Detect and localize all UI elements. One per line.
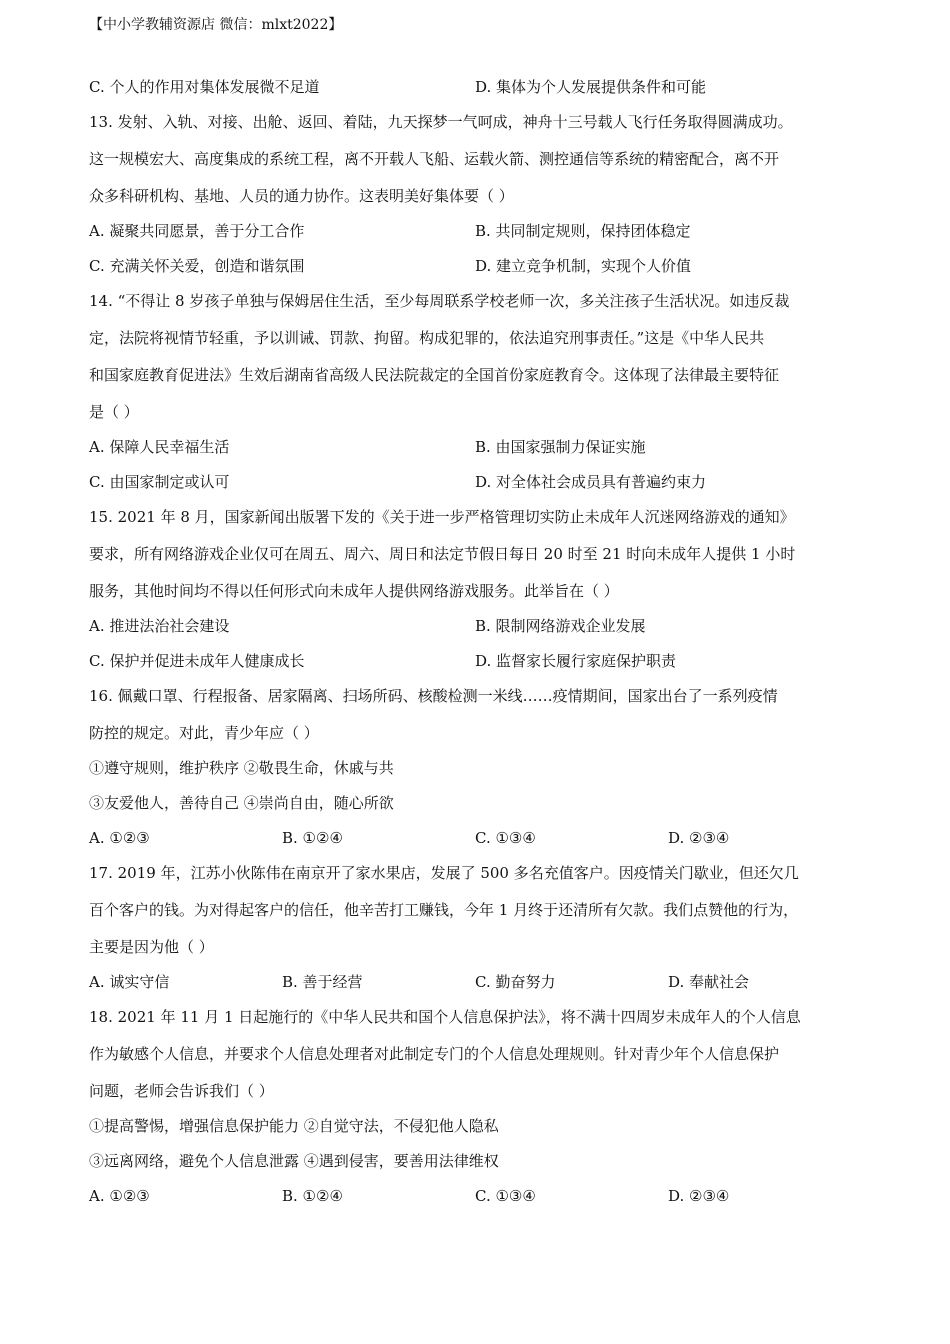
page-header: 【中小学教辅资源店 微信：mlxt2022】 — [89, 17, 343, 33]
q17-stem-line-1: 17. 2019 年，江苏小伙陈伟在南京开了家水果店，发展了 500 多名充值客户。因疫情关门歇业，但还欠几 — [89, 864, 799, 882]
q16-option-b: B. ①②④ — [282, 829, 343, 847]
q13-stem-line-3: 众多科研机构、基地、人员的通力协作。这表明美好集体要（ ） — [89, 187, 514, 205]
q14-option-c: C. 由国家制定或认可 — [89, 473, 230, 491]
q17-stem-line-2: 百个客户的钱。为对得起客户的信任，他辛苦打工赚钱，今年 1 月终于还清所有欠款。我们点赞他的行为， — [89, 901, 799, 919]
q16-stem-line-2: 防控的规定。对此，青少年应（ ） — [89, 724, 319, 742]
q14-option-a: A. 保障人民幸福生活 — [89, 438, 230, 456]
q16-option-a: A. ①②③ — [89, 829, 150, 847]
q14-stem-line-3: 和国家庭教育促进法》生效后湖南省高级人民法院裁定的全国首份家庭教育令。这体现了法律最主要特征 — [89, 366, 780, 384]
q15-stem-line-1: 15. 2021 年 8 月，国家新闻出版署下发的《关于进一步严格管理切实防止未成年人沉迷网络游戏的通知》 — [89, 508, 795, 526]
q17-option-c: C. 勤奋努力 — [475, 973, 556, 991]
q15-option-d: D. 监督家长履行家庭保护职责 — [475, 652, 677, 670]
q16-statement-line-1: ①遵守规则，维护秩序 ②敬畏生命，休戚与共 — [89, 759, 394, 777]
q17-stem-line-3: 主要是因为他（ ） — [89, 938, 214, 956]
q16-option-c: C. ①③④ — [475, 829, 536, 847]
q15-stem-line-3: 服务，其他时间均不得以任何形式向未成年人提供网络游戏服务。此举旨在（ ） — [89, 582, 619, 600]
q13-stem-line-1: 13. 发射、入轨、对接、出舱、返回、着陆，九天探梦一气呵成，神舟十三号载人飞行任务取得圆满成功。 — [89, 113, 793, 131]
q12-option-c: C. 个人的作用对集体发展微不足道 — [89, 78, 320, 96]
q14-option-b: B. 由国家强制力保证实施 — [475, 438, 646, 456]
q13-option-c: C. 充满关怀关爱，创造和谐氛围 — [89, 257, 305, 275]
q15-option-b: B. 限制网络游戏企业发展 — [475, 617, 646, 635]
q13-option-b: B. 共同制定规则，保持团体稳定 — [475, 222, 691, 240]
q17-option-a: A. 诚实守信 — [89, 973, 170, 991]
q18-option-b: B. ①②④ — [282, 1187, 343, 1205]
q14-stem-line-2: 定，法院将视情节轻重，予以训诫、罚款、拘留。构成犯罪的，依法追究刑事责任。”这是《中华人民共 — [89, 329, 765, 347]
q16-option-d: D. ②③④ — [668, 829, 730, 847]
q18-option-c: C. ①③④ — [475, 1187, 536, 1205]
q13-stem-line-2: 这一规模宏大、高度集成的系统工程，离不开载人飞船、运载火箭、测控通信等系统的精密配合，离不开 — [89, 150, 780, 168]
q15-stem-line-2: 要求，所有网络游戏企业仅可在周五、周六、周日和法定节假日每日 20 时至 21 时向未成年人提供 1 小时 — [89, 545, 796, 563]
q17-option-d: D. 奉献社会 — [668, 973, 750, 991]
q14-stem-line-1: 14. “不得让 8 岁孩子单独与保姆居住生活，至少每周联系学校老师一次，多关注孩子生活状况。如违反裁 — [89, 292, 790, 310]
q18-stem-line-1: 18. 2021 年 11 月 1 日起施行的《中华人民共和国个人信息保护法》，将不满十四周岁未成年人的个人信息 — [89, 1008, 801, 1026]
q15-option-a: A. 推进法治社会建设 — [89, 617, 230, 635]
q18-stem-line-3: 问题，老师会告诉我们（ ） — [89, 1082, 274, 1100]
q17-option-b: B. 善于经营 — [282, 973, 363, 991]
q16-statement-line-2: ③友爱他人，善待自己 ④崇尚自由，随心所欲 — [89, 794, 394, 812]
q18-option-d: D. ②③④ — [668, 1187, 730, 1205]
q13-option-d: D. 建立竞争机制，实现个人价值 — [475, 257, 692, 275]
q14-stem-line-4: 是（ ） — [89, 403, 139, 421]
q14-option-d: D. 对全体社会成员具有普遍约束力 — [475, 473, 707, 491]
q13-option-a: A. 凝聚共同愿景，善于分工合作 — [89, 222, 305, 240]
q18-statement-line-2: ③远离网络，避免个人信息泄露 ④遇到侵害，要善用法律维权 — [89, 1152, 499, 1170]
q18-stem-line-2: 作为敏感个人信息，并要求个人信息处理者对此制定专门的个人信息处理规则。针对青少年个人信息保护 — [89, 1045, 780, 1063]
q15-option-c: C. 保护并促进未成年人健康成长 — [89, 652, 305, 670]
q18-option-a: A. ①②③ — [89, 1187, 150, 1205]
q12-option-d: D. 集体为个人发展提供条件和可能 — [475, 78, 707, 96]
q18-statement-line-1: ①提高警惕，增强信息保护能力 ②自觉守法，不侵犯他人隐私 — [89, 1117, 499, 1135]
q16-stem-line-1: 16. 佩戴口罩、行程报备、居家隔离、扫场所码、核酸检测一米线……疫情期间，国家出台了一系列疫情 — [89, 687, 778, 705]
